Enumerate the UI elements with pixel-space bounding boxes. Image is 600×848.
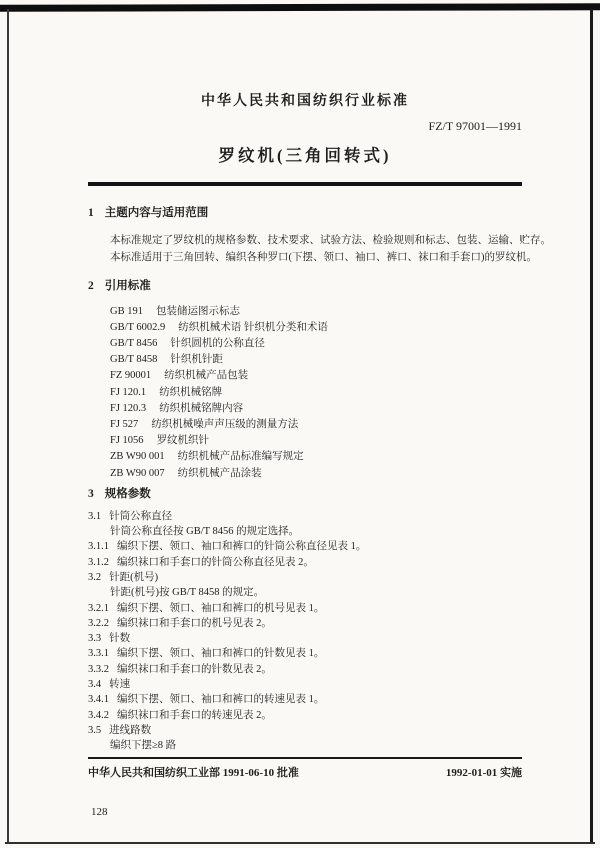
reference-code: ZB W90 001 <box>110 451 165 463</box>
clause-text: 编织下摆、领口、袖口和裤口的针数见表 1。 <box>117 648 325 660</box>
section-1-body <box>88 232 551 266</box>
section-2-heading <box>88 279 522 293</box>
document-title: 罗纹机(三角回转式) <box>218 146 392 165</box>
reference-item <box>88 352 522 368</box>
clause-number: 3.1.2 <box>88 556 109 568</box>
reference-name: 罗纹机织针 <box>156 435 210 447</box>
reference-code: ZB W90 007 <box>110 467 165 479</box>
reference-item <box>88 433 522 449</box>
clause-line <box>88 692 522 707</box>
clause-text: 编织下摆≥8 路 <box>110 740 177 752</box>
clause-number: 3.5 <box>88 724 102 736</box>
clause-line <box>88 677 522 692</box>
clause-line <box>88 570 522 585</box>
clause-number: 3.4.2 <box>88 709 109 721</box>
references-list <box>88 304 522 482</box>
reference-item <box>88 368 522 384</box>
clause-text: 编织下摆、领口、袖口和裤口的针筒公称直径见表 1。 <box>117 541 367 553</box>
footer-implementation: 1992-01-01 实施 <box>445 767 522 779</box>
paragraph: 本标准适用于三角回转、编织各种罗口(下摆、领口、袖口、裤口、袜口和手套口)的罗纹机。 <box>110 251 537 263</box>
reference-item <box>88 417 522 433</box>
section-number: 3 <box>88 487 94 500</box>
clause-text: 进线路数 <box>109 724 152 736</box>
section-title: 主题内容与适用范围 <box>104 206 209 219</box>
standard-code: FZ/T 97001—1991 <box>428 119 522 133</box>
reference-name: 纺织机械噪声声压级的测量方法 <box>151 418 299 430</box>
reference-code: GB/T 6002.9 <box>110 321 166 333</box>
reference-code: FJ 1056 <box>110 435 144 447</box>
clause-line <box>88 646 522 661</box>
scan-edge-right <box>590 9 593 843</box>
standard-org-line: 中华人民共和国纺织行业标准 <box>201 94 409 109</box>
clause-line <box>88 601 522 616</box>
reference-code: FJ 527 <box>110 418 139 430</box>
clause-number: 3.3.1 <box>88 648 109 660</box>
clause-number: 3.1.1 <box>88 541 109 553</box>
clause-line <box>88 738 522 753</box>
clause-line <box>88 585 522 600</box>
clause-line <box>88 723 522 738</box>
reference-code: FJ 120.1 <box>110 386 147 398</box>
reference-name: 纺织机械产品涂装 <box>177 467 262 479</box>
clause-number: 3.3 <box>88 633 102 645</box>
page-number: 128 <box>91 806 108 818</box>
title-rule <box>88 182 522 186</box>
clause-line <box>88 509 522 524</box>
reference-name: 包装储运图示标志 <box>155 305 240 317</box>
clause-text: 针数 <box>109 633 131 645</box>
clause-text: 编织袜口和手套口的针数见表 2。 <box>117 663 272 675</box>
clause-text: 针距(机号) <box>109 571 159 583</box>
clause-number: 3.1 <box>88 510 102 522</box>
reference-item <box>88 401 522 417</box>
reference-name: 针织机针距 <box>170 354 223 366</box>
scan-edge-top <box>0 3 600 12</box>
reference-item <box>88 385 522 401</box>
clause-text: 编织下摆、领口、袖口和裤口的机号见表 1。 <box>117 602 325 614</box>
reference-code: GB/T 8456 <box>110 337 158 349</box>
footer-row <box>88 766 522 780</box>
clause-number: 3.2.2 <box>88 617 109 629</box>
footer-rule <box>88 757 522 759</box>
reference-item <box>88 336 522 352</box>
clause-text: 针筒公称直径按 GB/T 8456 的规定选择。 <box>110 526 300 538</box>
section-title: 规格参数 <box>104 487 151 500</box>
reference-name: 纺织机械铭牌 <box>159 386 223 398</box>
document-content <box>88 94 551 753</box>
clause-line <box>88 708 522 723</box>
clause-number: 3.3.2 <box>88 663 109 675</box>
clause-line <box>88 539 522 554</box>
clause-line <box>88 616 522 631</box>
clause-number: 3.2 <box>88 571 102 583</box>
reference-name: 纺织机械铭牌内容 <box>159 402 244 414</box>
clause-number: 3.4.1 <box>88 694 109 706</box>
reference-item <box>88 304 522 320</box>
section-3-heading <box>88 487 522 501</box>
footer-approval: 中华人民共和国纺织工业部 1991-06-10 批准 <box>88 767 299 779</box>
reference-item <box>88 449 522 465</box>
clause-text: 转速 <box>109 679 131 690</box>
clause-text: 编织袜口和手套口的机号见表 2。 <box>117 617 272 629</box>
reference-name: 纺织机械术语 针织机分类和术语 <box>178 321 328 333</box>
reference-name: 纺织机械产品包装 <box>164 370 249 382</box>
clause-line <box>88 631 522 646</box>
clause-line <box>88 555 522 570</box>
scan-edge-left <box>7 9 9 843</box>
clause-text: 针筒公称直径 <box>109 510 173 522</box>
clause-number: 3.2.1 <box>88 602 109 614</box>
clause-text: 编织袜口和手套口的转速见表 2。 <box>117 709 272 721</box>
clauses-list <box>88 509 522 754</box>
reference-code: FJ 120.3 <box>110 402 147 414</box>
paragraph: 本标准规定了罗纹机的规格参数、技术要求、试验方法、检验规则和标志、包装、运输、贮存。 <box>110 234 551 246</box>
reference-item <box>88 466 522 482</box>
reference-name: 纺织机械产品标准编写规定 <box>177 451 304 463</box>
reference-code: GB 191 <box>110 305 143 317</box>
clause-line <box>88 662 522 677</box>
reference-item <box>88 320 522 336</box>
section-number: 1 <box>88 206 94 219</box>
clause-text: 针距(机号)按 GB/T 8458 的规定。 <box>110 587 265 599</box>
clause-line <box>88 524 522 539</box>
scan-edge-bottom <box>5 842 595 844</box>
page-footer <box>88 757 522 780</box>
clause-text: 编织下摆、领口、袖口和裤口的转速见表 1。 <box>117 694 325 706</box>
section-1-heading <box>88 206 522 220</box>
reference-code: GB/T 8458 <box>110 354 158 366</box>
reference-code: FZ 90001 <box>110 370 152 382</box>
reference-name: 针织圆机的公称直径 <box>170 337 265 349</box>
clause-text: 编织袜口和手套口的针筒公称直径见表 2。 <box>117 556 314 568</box>
clause-number: 3.4 <box>88 679 102 690</box>
section-title: 引用标准 <box>104 279 151 292</box>
section-number: 2 <box>88 279 94 292</box>
